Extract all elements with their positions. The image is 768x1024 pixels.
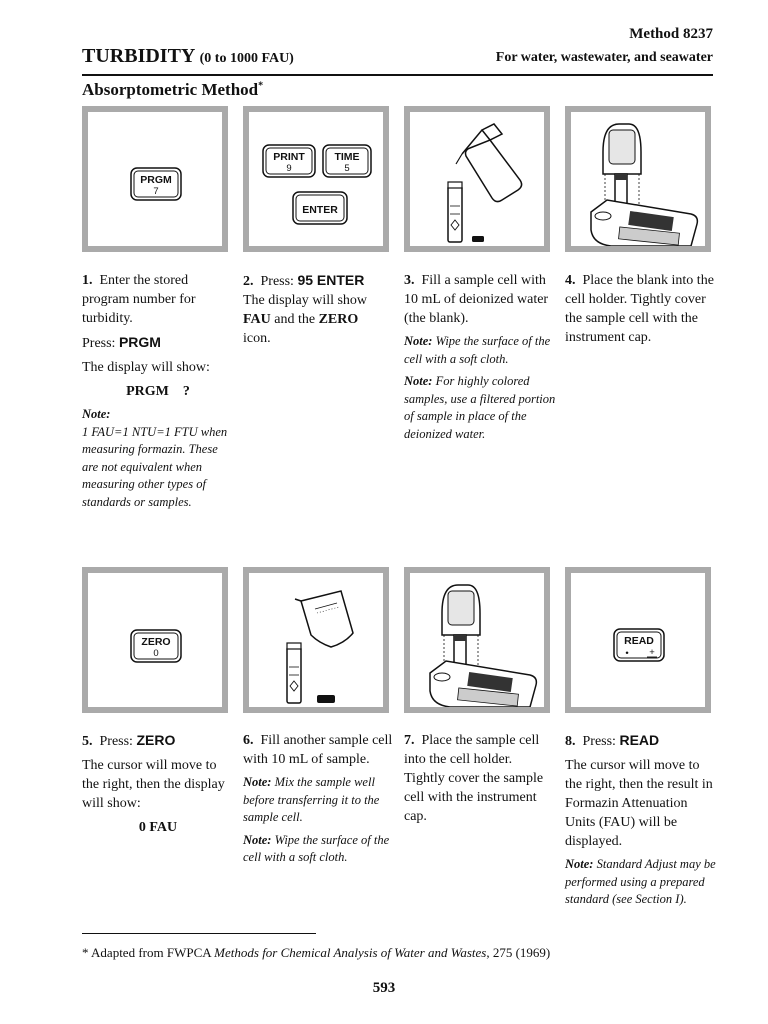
sample-cell-icon [287, 643, 335, 703]
step-8-press-label: Press: [582, 734, 616, 749]
step-2-text-a: The display will show [243, 293, 368, 308]
panel-step-3 [404, 106, 550, 252]
step-6-number: 6. [243, 733, 254, 748]
step-2-press-label: Press: [260, 274, 294, 289]
step-6-note-2-label: Note: [243, 832, 272, 847]
panel-step-6 [243, 567, 389, 713]
step-3-note-2-text: For highly colored samples, use a filtered portion of sample in place of the deionized water. [404, 374, 556, 441]
footnote-rule [82, 933, 316, 934]
page-subtitle: For water, wastewater, and seawater [495, 50, 713, 65]
step-1-note-text: 1 FAU=1 NTU=1 FTU when measuring formazin. These are not equivalent when measuring other types of standards or samples. [82, 424, 228, 509]
panel-step-8 [565, 567, 711, 713]
step-8 [565, 731, 717, 914]
print-key-label: PRINT [273, 151, 305, 163]
step-1 [82, 271, 234, 515]
panel-step-2 [243, 106, 389, 252]
footnote [82, 945, 550, 961]
step-5-press-key: ZERO [136, 732, 176, 748]
print-key-sub: 9 [286, 163, 292, 174]
step-6-note-2 [243, 832, 395, 867]
step-7-number: 7. [404, 733, 415, 748]
step-2-fau: FAU [243, 312, 271, 327]
step-6-note-1 [243, 774, 395, 827]
wash-bottle-icon [456, 124, 522, 202]
step-2-and-the: and the [274, 312, 316, 327]
step-4 [565, 271, 717, 352]
step-6 [243, 731, 395, 872]
step-3-text: Fill a sample cell with 10 mL of deionized water (the blank). [404, 273, 549, 326]
zero-key-icon [88, 573, 222, 707]
step-1-text: Enter the stored program number for turbidity. [82, 273, 196, 326]
step-1-number: 1. [82, 273, 93, 288]
step-3-note-1 [404, 333, 556, 368]
step-6-note-1-label: Note: [243, 775, 272, 789]
step-5-display-value: 0 FAU [138, 820, 178, 835]
step-7-text: Place the sample cell into the cell holder. Tightly cover the sample cell with the instrument cap. [404, 733, 544, 824]
title-range: (0 to 1000 FAU) [199, 51, 294, 66]
step-1-press-key: PRGM [118, 334, 161, 350]
section-text: Absorptometric Method [82, 80, 259, 99]
prgm-key-icon [88, 112, 222, 246]
step-5-number: 5. [82, 734, 93, 749]
sample-cell-icon [448, 182, 484, 242]
section-footnote-mark: * [258, 80, 264, 92]
step-8-press-key: READ [619, 732, 660, 748]
step-3-note-2-label: Note: [404, 374, 433, 388]
read-key-sub-right: + [649, 647, 655, 658]
enter-key-icon [293, 192, 347, 224]
read-key-icon [571, 573, 705, 707]
panel-step-5 [82, 567, 228, 713]
step-2-press-key: 95 ENTER [297, 272, 365, 288]
instrument-icon [410, 573, 544, 707]
footnote-title: Methods for Chemical Analysis of Water and Wastes [214, 945, 487, 960]
step-8-note-label: Note: [565, 857, 594, 871]
zero-key-label: ZERO [141, 636, 171, 648]
step-4-number: 4. [565, 273, 576, 288]
read-key-label: READ [624, 635, 654, 647]
step-2-icon-word: icon. [243, 331, 271, 346]
panel-step-1 [82, 106, 228, 252]
step-2-zero: ZERO [318, 312, 359, 327]
instrument-icon [571, 112, 705, 246]
step-1-note-label: Note: [82, 407, 111, 421]
step-3-note-1-text: Wipe the surface of the cell with a soft cloth. [404, 334, 551, 366]
step-1-display-text: The display will show: [82, 360, 210, 375]
step-5-text: The cursor will move to the right, then the display will show: [82, 758, 225, 811]
step-3-number: 3. [404, 273, 415, 288]
step-8-text: The cursor will move to the right, then the result in Formazin Attenuation Units (FAU) will be displayed. [565, 758, 713, 849]
step-1-note [82, 406, 234, 511]
page-title [82, 45, 294, 68]
time-key-sub: 5 [344, 163, 350, 174]
step-1-display-value: PRGM ? [126, 384, 190, 399]
time-key-icon [323, 145, 371, 177]
enter-key-label: ENTER [302, 204, 338, 216]
footnote-prefix: * Adapted from FWPCA [82, 945, 211, 960]
step-8-note [565, 856, 717, 909]
page-number: 593 [372, 980, 396, 996]
step-5-press-label: Press: [99, 734, 133, 749]
read-key-sub-left: • [625, 648, 629, 659]
step-3 [404, 271, 556, 448]
step-2-number: 2. [243, 274, 254, 289]
time-key-label: TIME [334, 151, 360, 163]
panel-step-7 [404, 567, 550, 713]
panel-step-4 [565, 106, 711, 252]
step-4-text: Place the blank into the cell holder. Tightly cover the sample cell with the instrument cap. [565, 273, 714, 345]
print-key-icon [263, 145, 315, 177]
footnote-suffix: , 275 (1969) [486, 945, 551, 960]
step-7 [404, 731, 556, 831]
step-8-number: 8. [565, 734, 576, 749]
step-6-note-2-text: Wipe the surface of the cell with a soft cloth. [243, 832, 390, 864]
step-3-note-1-label: Note: [404, 334, 433, 348]
step-5 [82, 731, 234, 842]
zero-key-sub: 0 [153, 648, 159, 659]
beaker-icon [295, 591, 353, 647]
panel-step-2-keys [249, 112, 383, 246]
header-rule [82, 74, 713, 76]
section-title [82, 80, 263, 100]
step-6-text: Fill another sample cell with 10 mL of sample. [243, 733, 393, 767]
prgm-key-label: PRGM [140, 174, 172, 186]
panel-step-3-art [410, 112, 544, 246]
step-2 [243, 271, 395, 353]
title-text: TURBIDITY [82, 45, 195, 67]
step-3-note-2 [404, 373, 556, 443]
step-6-note-1-text: Mix the sample well before transferring it to the sample cell. [243, 775, 380, 824]
step-8-note-text: Standard Adjust may be performed using a prepared standard (see Section I). [565, 857, 716, 906]
prgm-key-sub: 7 [153, 186, 159, 197]
method-number: Method 8237 [629, 26, 713, 42]
step-1-press-label: Press: [82, 336, 116, 351]
panel-step-6-art [249, 573, 383, 707]
